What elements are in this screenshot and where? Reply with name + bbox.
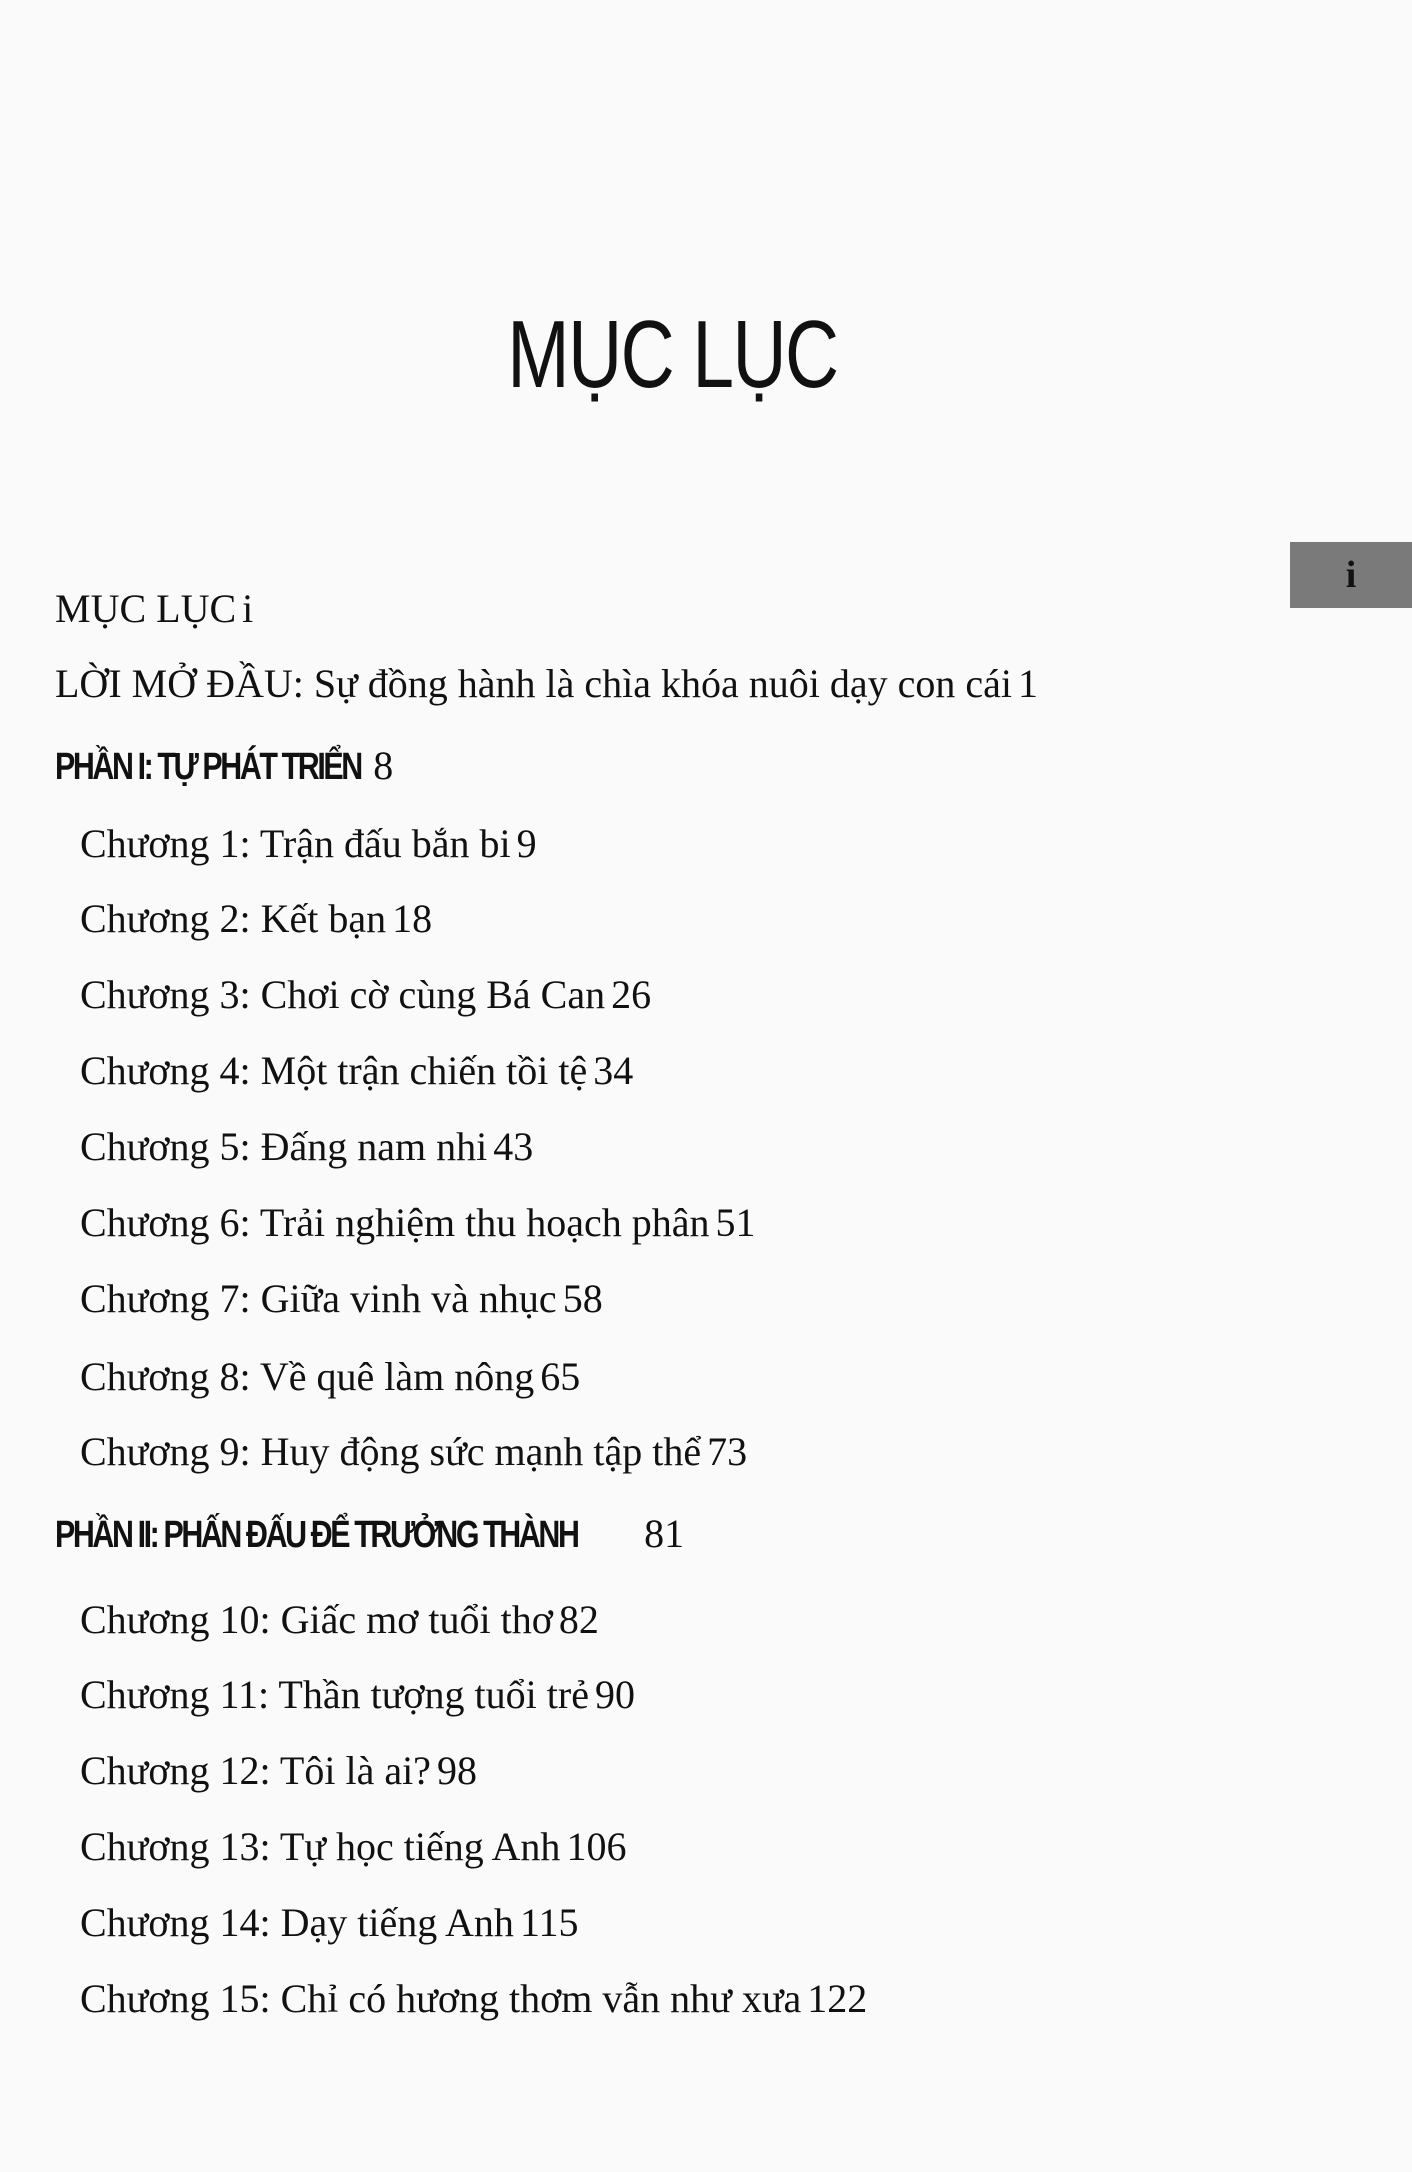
entry-page: 115 xyxy=(519,1900,579,1945)
entry-title: Chương 2: Kết bạn xyxy=(80,896,387,941)
entry-title: Chương 7: Giữa vinh và nhục xyxy=(80,1276,557,1321)
entry-page: 106 xyxy=(566,1824,627,1869)
entry-page: 1 xyxy=(1018,661,1039,706)
entry-page: 122 xyxy=(807,1976,868,2021)
entry-title: Chương 13: Tự học tiếng Anh xyxy=(80,1824,561,1869)
page-number-tab: i xyxy=(1290,542,1412,608)
entry-page: 65 xyxy=(540,1354,581,1399)
entry-page: 98 xyxy=(436,1748,477,1793)
entry-title: Chương 11: Thần tượng tuổi trẻ xyxy=(80,1672,589,1717)
entry-title: Chương 4: Một trận chiến tồi tệ xyxy=(80,1048,588,1093)
entry-page: 82 xyxy=(558,1597,599,1642)
entry-page: 43 xyxy=(493,1124,534,1169)
entry-page: 73 xyxy=(707,1429,748,1474)
entry-title: Chương 5: Đấng nam nhi xyxy=(80,1124,488,1169)
entry-title: Chương 12: Tôi là ai? xyxy=(80,1748,431,1793)
entry-title: Chương 9: Huy động sức mạnh tập thể xyxy=(80,1429,702,1474)
page-title: MỤC LỤC xyxy=(507,301,838,408)
entry-page: 18 xyxy=(392,896,433,941)
entry-page: 90 xyxy=(594,1672,635,1717)
entry-title: Chương 15: Chỉ có hương thơm vẫn như xưa xyxy=(80,1976,802,2021)
entry-page: i xyxy=(242,586,254,631)
entry-page: 9 xyxy=(516,821,537,866)
entry-title: Chương 14: Dạy tiếng Anh xyxy=(80,1900,514,1945)
entry-title: PHẦN I: TỰ PHÁT TRIỂN xyxy=(55,746,361,788)
entry-title: Chương 8: Về quê làm nông xyxy=(80,1354,535,1399)
entry-title: PHẦN II: PHẤN ĐẤU ĐỂ TRƯỞNG THÀNH xyxy=(55,1514,578,1556)
entry-title: LỜI MỞ ĐẦU: Sự đồng hành là chìa khóa nuôi dạy con cái xyxy=(55,661,1013,706)
entry-page: 26 xyxy=(611,972,652,1017)
entry-title: Chương 1: Trận đấu bắn bi xyxy=(80,821,511,866)
entry-page: 51 xyxy=(715,1200,756,1245)
entry-page: 34 xyxy=(593,1048,634,1093)
entry-title: Chương 10: Giấc mơ tuổi thơ xyxy=(80,1597,553,1642)
entry-title: Chương 3: Chơi cờ cùng Bá Can xyxy=(80,972,606,1017)
entry-page: 58 xyxy=(562,1276,603,1321)
entry-page: 8 xyxy=(373,743,394,788)
entry-page: 81 xyxy=(644,1511,685,1556)
entry-title: MỤC LỤC xyxy=(55,586,237,631)
entry-title: Chương 6: Trải nghiệm thu hoạch phân xyxy=(80,1200,710,1245)
